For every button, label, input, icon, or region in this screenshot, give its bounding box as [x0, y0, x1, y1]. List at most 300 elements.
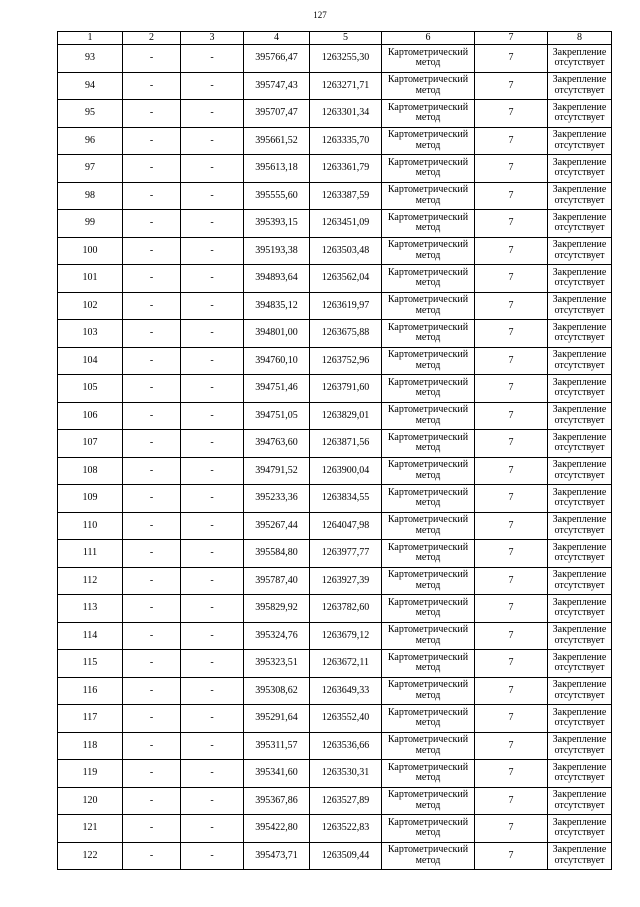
point-number-cell: 117: [58, 705, 123, 733]
col2-cell: -: [123, 677, 181, 705]
fixation-line-2: отсутствует: [554, 689, 605, 701]
method-cell: [382, 210, 475, 238]
fixation-cell: [548, 540, 612, 568]
fixation-line-1: Закрепление: [552, 74, 607, 86]
fixation-line-1: Закрепление: [552, 321, 607, 333]
fixation-line-1: Закрепление: [552, 156, 607, 168]
table-row: [58, 100, 612, 128]
point-number-cell: 106: [58, 402, 123, 430]
y-coordinate-cell: 1264047,98: [310, 512, 382, 540]
method-line-2: метод: [415, 717, 441, 729]
fixation-line-1: Закрепление: [552, 404, 607, 416]
point-number-cell: 100: [58, 237, 123, 265]
method-line-1: Картометрический: [387, 239, 469, 251]
table-row: [58, 155, 612, 183]
point-number-cell: 111: [58, 540, 123, 568]
fixation-cell: [548, 155, 612, 183]
x-coordinate-cell: 395422,80: [244, 815, 310, 843]
point-number-cell: 115: [58, 650, 123, 678]
point-number-cell: 96: [58, 127, 123, 155]
col2-cell: -: [123, 567, 181, 595]
method-cell: [382, 265, 475, 293]
col3-cell: -: [181, 760, 244, 788]
fixation-line-1: Закрепление: [552, 294, 607, 306]
table-row: [58, 677, 612, 705]
fixation-line-1: Закрепление: [552, 596, 607, 608]
x-coordinate-cell: 395707,47: [244, 100, 310, 128]
table-row: [58, 430, 612, 458]
point-number-cell: 103: [58, 320, 123, 348]
col2-cell: -: [123, 595, 181, 623]
method-line-2: метод: [415, 744, 441, 756]
fixation-line-1: Закрепление: [552, 184, 607, 196]
y-coordinate-cell: 1263530,31: [310, 760, 382, 788]
method-line-1: Картометрический: [387, 184, 469, 196]
accuracy-cell: 7: [475, 265, 548, 293]
table-row: [58, 622, 612, 650]
col2-cell: -: [123, 265, 181, 293]
col2-cell: -: [123, 127, 181, 155]
col3-cell: -: [181, 815, 244, 843]
table-row: [58, 842, 612, 870]
method-line-1: Картометрический: [387, 734, 469, 746]
fixation-line-1: Закрепление: [552, 789, 607, 801]
col2-cell: -: [123, 512, 181, 540]
header-cell-8: 8: [548, 32, 612, 45]
fixation-line-2: отсутствует: [554, 662, 605, 674]
table-row: [58, 512, 612, 540]
table-row: [58, 402, 612, 430]
method-line-1: Картометрический: [387, 651, 469, 663]
point-number-cell: 101: [58, 265, 123, 293]
point-number-cell: 121: [58, 815, 123, 843]
header-cell-3: 3: [181, 32, 244, 45]
page-number: 127: [313, 10, 327, 20]
method-line-1: Картометрический: [387, 706, 469, 718]
x-coordinate-cell: 395233,36: [244, 485, 310, 513]
fixation-line-2: отсутствует: [554, 332, 605, 344]
col3-cell: -: [181, 375, 244, 403]
x-coordinate-cell: 395766,47: [244, 45, 310, 73]
point-number-cell: 112: [58, 567, 123, 595]
col2-cell: -: [123, 650, 181, 678]
fixation-line-1: Закрепление: [552, 706, 607, 718]
table-row: [58, 237, 612, 265]
point-number-cell: 95: [58, 100, 123, 128]
method-line-1: Картометрический: [387, 431, 469, 443]
fixation-cell: [548, 100, 612, 128]
col3-cell: -: [181, 237, 244, 265]
fixation-line-2: отсутствует: [554, 139, 605, 151]
col3-cell: -: [181, 787, 244, 815]
method-line-1: Картометрический: [387, 404, 469, 416]
table-row: [58, 787, 612, 815]
y-coordinate-cell: 1263527,89: [310, 787, 382, 815]
accuracy-cell: 7: [475, 540, 548, 568]
x-coordinate-cell: 395787,40: [244, 567, 310, 595]
method-line-2: метод: [415, 359, 441, 371]
table-row: [58, 457, 612, 485]
table-row: [58, 732, 612, 760]
method-line-2: метод: [415, 304, 441, 316]
accuracy-cell: 7: [475, 457, 548, 485]
method-cell: [382, 72, 475, 100]
method-line-2: метод: [415, 634, 441, 646]
method-line-2: метод: [415, 387, 441, 399]
method-line-1: Картометрический: [387, 211, 469, 223]
fixation-line-2: отсутствует: [554, 854, 605, 866]
y-coordinate-cell: 1263552,40: [310, 705, 382, 733]
point-number-cell: 114: [58, 622, 123, 650]
y-coordinate-cell: 1263562,04: [310, 265, 382, 293]
method-line-1: Картометрический: [387, 129, 469, 141]
fixation-cell: [548, 512, 612, 540]
table-row: [58, 375, 612, 403]
method-line-2: метод: [415, 854, 441, 866]
col3-cell: -: [181, 512, 244, 540]
table-row: [58, 127, 612, 155]
col2-cell: -: [123, 292, 181, 320]
accuracy-cell: 7: [475, 45, 548, 73]
accuracy-cell: 7: [475, 512, 548, 540]
method-cell: [382, 292, 475, 320]
method-line-1: Картометрический: [387, 844, 469, 856]
method-cell: [382, 347, 475, 375]
fixation-line-1: Закрепление: [552, 376, 607, 388]
fixation-cell: [548, 320, 612, 348]
method-line-1: Картометрический: [387, 679, 469, 691]
y-coordinate-cell: 1263782,60: [310, 595, 382, 623]
table-row: [58, 595, 612, 623]
method-line-2: метод: [415, 332, 441, 344]
accuracy-cell: 7: [475, 705, 548, 733]
y-coordinate-cell: 1263619,97: [310, 292, 382, 320]
fixation-cell: [548, 485, 612, 513]
fixation-cell: [548, 815, 612, 843]
fixation-line-1: Закрепление: [552, 734, 607, 746]
method-line-2: метод: [415, 607, 441, 619]
fixation-line-1: Закрепление: [552, 129, 607, 141]
method-line-1: Картометрический: [387, 541, 469, 553]
table-row: [58, 347, 612, 375]
fixation-cell: [548, 210, 612, 238]
accuracy-cell: 7: [475, 595, 548, 623]
col3-cell: -: [181, 842, 244, 870]
col2-cell: -: [123, 375, 181, 403]
fixation-line-1: Закрепление: [552, 459, 607, 471]
col2-cell: -: [123, 540, 181, 568]
method-line-1: Картометрический: [387, 321, 469, 333]
fixation-line-2: отсутствует: [554, 799, 605, 811]
col2-cell: -: [123, 45, 181, 73]
fixation-cell: [548, 292, 612, 320]
method-cell: [382, 402, 475, 430]
method-cell: [382, 45, 475, 73]
fixation-line-1: Закрепление: [552, 844, 607, 856]
method-line-2: метод: [415, 277, 441, 289]
x-coordinate-cell: 395747,43: [244, 72, 310, 100]
method-line-2: метод: [415, 662, 441, 674]
y-coordinate-cell: 1263522,83: [310, 815, 382, 843]
table-row: [58, 705, 612, 733]
col2-cell: -: [123, 787, 181, 815]
table-body: [58, 45, 612, 870]
fixation-line-2: отсутствует: [554, 524, 605, 536]
point-number-cell: 110: [58, 512, 123, 540]
point-number-cell: 99: [58, 210, 123, 238]
col3-cell: -: [181, 705, 244, 733]
header-cell-7: 7: [475, 32, 548, 45]
y-coordinate-cell: 1263675,88: [310, 320, 382, 348]
method-line-2: метод: [415, 112, 441, 124]
method-line-1: Картометрический: [387, 294, 469, 306]
y-coordinate-cell: 1263977,77: [310, 540, 382, 568]
x-coordinate-cell: 395324,76: [244, 622, 310, 650]
fixation-line-2: отсутствует: [554, 277, 605, 289]
accuracy-cell: 7: [475, 485, 548, 513]
col2-cell: -: [123, 100, 181, 128]
method-line-1: Картометрический: [387, 514, 469, 526]
table-row: [58, 760, 612, 788]
y-coordinate-cell: 1263361,79: [310, 155, 382, 183]
fixation-cell: [548, 760, 612, 788]
header-row: [58, 32, 612, 45]
col2-cell: -: [123, 622, 181, 650]
fixation-cell: [548, 705, 612, 733]
y-coordinate-cell: 1263536,66: [310, 732, 382, 760]
x-coordinate-cell: 394835,12: [244, 292, 310, 320]
fixation-line-2: отсутствует: [554, 634, 605, 646]
method-cell: [382, 732, 475, 760]
col3-cell: -: [181, 567, 244, 595]
x-coordinate-cell: 395323,51: [244, 650, 310, 678]
table-row: [58, 320, 612, 348]
fixation-cell: [548, 127, 612, 155]
col2-cell: -: [123, 815, 181, 843]
table-row: [58, 815, 612, 843]
method-cell: [382, 842, 475, 870]
fixation-cell: [548, 787, 612, 815]
method-cell: [382, 182, 475, 210]
x-coordinate-cell: 394791,52: [244, 457, 310, 485]
y-coordinate-cell: 1263679,12: [310, 622, 382, 650]
method-line-2: метод: [415, 799, 441, 811]
col3-cell: -: [181, 402, 244, 430]
fixation-cell: [548, 182, 612, 210]
fixation-line-2: отсутствует: [554, 387, 605, 399]
accuracy-cell: 7: [475, 787, 548, 815]
x-coordinate-cell: 395829,92: [244, 595, 310, 623]
fixation-line-2: отсутствует: [554, 112, 605, 124]
method-line-1: Картометрический: [387, 349, 469, 361]
header-cell-5: 5: [310, 32, 382, 45]
col3-cell: -: [181, 320, 244, 348]
accuracy-cell: 7: [475, 210, 548, 238]
table-row: [58, 72, 612, 100]
fixation-line-1: Закрепление: [552, 46, 607, 58]
y-coordinate-cell: 1263301,34: [310, 100, 382, 128]
x-coordinate-cell: 395291,64: [244, 705, 310, 733]
fixation-line-1: Закрепление: [552, 816, 607, 828]
col3-cell: -: [181, 72, 244, 100]
method-cell: [382, 237, 475, 265]
accuracy-cell: 7: [475, 402, 548, 430]
fixation-line-1: Закрепление: [552, 349, 607, 361]
col2-cell: -: [123, 210, 181, 238]
point-number-cell: 97: [58, 155, 123, 183]
col3-cell: -: [181, 540, 244, 568]
method-line-1: Картометрический: [387, 156, 469, 168]
col2-cell: -: [123, 237, 181, 265]
y-coordinate-cell: 1263927,39: [310, 567, 382, 595]
fixation-line-2: отсутствует: [554, 57, 605, 69]
accuracy-cell: 7: [475, 760, 548, 788]
col3-cell: -: [181, 650, 244, 678]
col3-cell: -: [181, 265, 244, 293]
y-coordinate-cell: 1263834,55: [310, 485, 382, 513]
method-cell: [382, 127, 475, 155]
accuracy-cell: 7: [475, 815, 548, 843]
fixation-line-2: отсутствует: [554, 579, 605, 591]
method-line-1: Картометрический: [387, 266, 469, 278]
point-number-cell: 108: [58, 457, 123, 485]
method-line-2: метод: [415, 442, 441, 454]
method-cell: [382, 567, 475, 595]
method-line-1: Картометрический: [387, 569, 469, 581]
method-line-1: Картометрический: [387, 596, 469, 608]
col2-cell: -: [123, 155, 181, 183]
method-line-2: метод: [415, 194, 441, 206]
col2-cell: -: [123, 485, 181, 513]
method-line-2: метод: [415, 414, 441, 426]
method-cell: [382, 760, 475, 788]
fixation-cell: [548, 595, 612, 623]
fixation-line-2: отсутствует: [554, 744, 605, 756]
method-cell: [382, 512, 475, 540]
table-row: [58, 650, 612, 678]
fixation-cell: [548, 72, 612, 100]
table-row: [58, 210, 612, 238]
x-coordinate-cell: 395193,38: [244, 237, 310, 265]
col2-cell: -: [123, 732, 181, 760]
y-coordinate-cell: 1263503,48: [310, 237, 382, 265]
method-line-1: Картометрический: [387, 376, 469, 388]
point-number-cell: 98: [58, 182, 123, 210]
fixation-cell: [548, 237, 612, 265]
x-coordinate-cell: 395341,60: [244, 760, 310, 788]
x-coordinate-cell: 395267,44: [244, 512, 310, 540]
y-coordinate-cell: 1263451,09: [310, 210, 382, 238]
fixation-line-1: Закрепление: [552, 624, 607, 636]
method-cell: [382, 705, 475, 733]
fixation-cell: [548, 842, 612, 870]
x-coordinate-cell: 394801,00: [244, 320, 310, 348]
x-coordinate-cell: 394751,05: [244, 402, 310, 430]
method-cell: [382, 155, 475, 183]
fixation-cell: [548, 677, 612, 705]
y-coordinate-cell: 1263255,30: [310, 45, 382, 73]
x-coordinate-cell: 395308,62: [244, 677, 310, 705]
y-coordinate-cell: 1263649,33: [310, 677, 382, 705]
method-line-1: Картометрический: [387, 46, 469, 58]
col3-cell: -: [181, 347, 244, 375]
method-cell: [382, 677, 475, 705]
accuracy-cell: 7: [475, 237, 548, 265]
x-coordinate-cell: 395367,86: [244, 787, 310, 815]
accuracy-cell: 7: [475, 292, 548, 320]
fixation-line-2: отсутствует: [554, 414, 605, 426]
table-row: [58, 45, 612, 73]
table-row: [58, 182, 612, 210]
point-number-cell: 119: [58, 760, 123, 788]
table-row: [58, 567, 612, 595]
header-cell-6: 6: [382, 32, 475, 45]
table-row: [58, 540, 612, 568]
fixation-line-1: Закрепление: [552, 541, 607, 553]
fixation-line-2: отсутствует: [554, 827, 605, 839]
accuracy-cell: 7: [475, 320, 548, 348]
col3-cell: -: [181, 430, 244, 458]
accuracy-cell: 7: [475, 677, 548, 705]
method-line-2: метод: [415, 552, 441, 564]
col2-cell: -: [123, 320, 181, 348]
fixation-line-1: Закрепление: [552, 761, 607, 773]
point-number-cell: 94: [58, 72, 123, 100]
fixation-cell: [548, 45, 612, 73]
method-line-2: метод: [415, 524, 441, 536]
table-row: [58, 292, 612, 320]
y-coordinate-cell: 1263509,44: [310, 842, 382, 870]
method-line-2: метод: [415, 827, 441, 839]
method-line-1: Картометрический: [387, 486, 469, 498]
accuracy-cell: 7: [475, 842, 548, 870]
method-line-2: метод: [415, 497, 441, 509]
fixation-line-2: отсутствует: [554, 167, 605, 179]
col3-cell: -: [181, 182, 244, 210]
x-coordinate-cell: 394763,60: [244, 430, 310, 458]
method-cell: [382, 100, 475, 128]
fixation-line-2: отсутствует: [554, 469, 605, 481]
fixation-cell: [548, 457, 612, 485]
fixation-cell: [548, 732, 612, 760]
fixation-line-1: Закрепление: [552, 431, 607, 443]
method-line-2: метод: [415, 249, 441, 261]
method-line-1: Картометрический: [387, 761, 469, 773]
point-number-cell: 116: [58, 677, 123, 705]
y-coordinate-cell: 1263829,01: [310, 402, 382, 430]
fixation-line-2: отсутствует: [554, 552, 605, 564]
fixation-line-1: Закрепление: [552, 569, 607, 581]
header-cell-1: 1: [58, 32, 123, 45]
col3-cell: -: [181, 622, 244, 650]
header-cell-4: 4: [244, 32, 310, 45]
point-number-cell: 93: [58, 45, 123, 73]
fixation-cell: [548, 375, 612, 403]
x-coordinate-cell: 395473,71: [244, 842, 310, 870]
point-number-cell: 109: [58, 485, 123, 513]
method-cell: [382, 787, 475, 815]
table-row: [58, 265, 612, 293]
col3-cell: -: [181, 677, 244, 705]
accuracy-cell: 7: [475, 155, 548, 183]
col2-cell: -: [123, 760, 181, 788]
col3-cell: -: [181, 457, 244, 485]
method-cell: [382, 457, 475, 485]
x-coordinate-cell: 394760,10: [244, 347, 310, 375]
fixation-line-2: отсутствует: [554, 607, 605, 619]
fixation-line-2: отсутствует: [554, 84, 605, 96]
x-coordinate-cell: 395311,57: [244, 732, 310, 760]
